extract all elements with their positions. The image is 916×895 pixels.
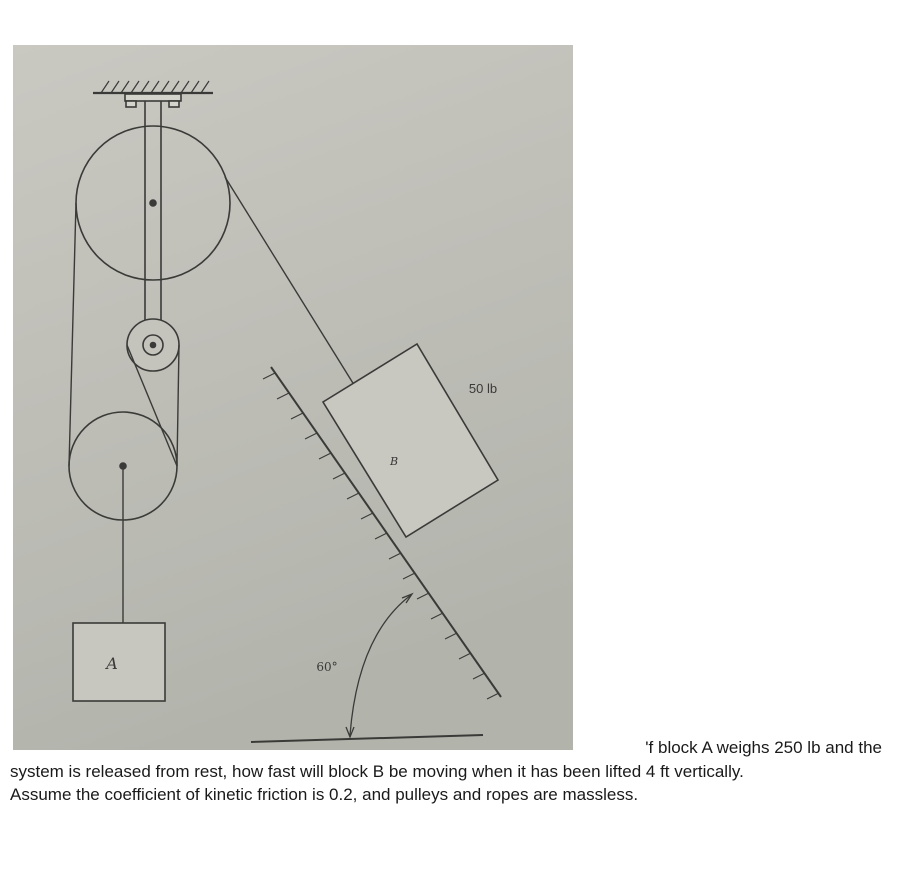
- block-a: [73, 623, 165, 701]
- middle-pulley-axle: [151, 343, 156, 348]
- problem-statement: [10, 736, 900, 807]
- problem-line-3: Assume the coefficient of kinetic friction is 0.2, and pulleys and ropes are massless.: [10, 785, 639, 804]
- weight-label: 50 lb: [468, 381, 498, 396]
- diagram-photo: [13, 45, 573, 750]
- problem-line-2: system is released from rest, how fast will block B be moving when it has been lifted 4 ft vertically.: [10, 761, 744, 781]
- problem-line-1: 'f block A weighs 250 lb and the: [645, 738, 882, 757]
- top-pulley-axle: [150, 200, 156, 206]
- block-b-label: B: [389, 455, 399, 468]
- block-a-label: A: [106, 654, 118, 673]
- angle-label: 60°: [316, 660, 338, 674]
